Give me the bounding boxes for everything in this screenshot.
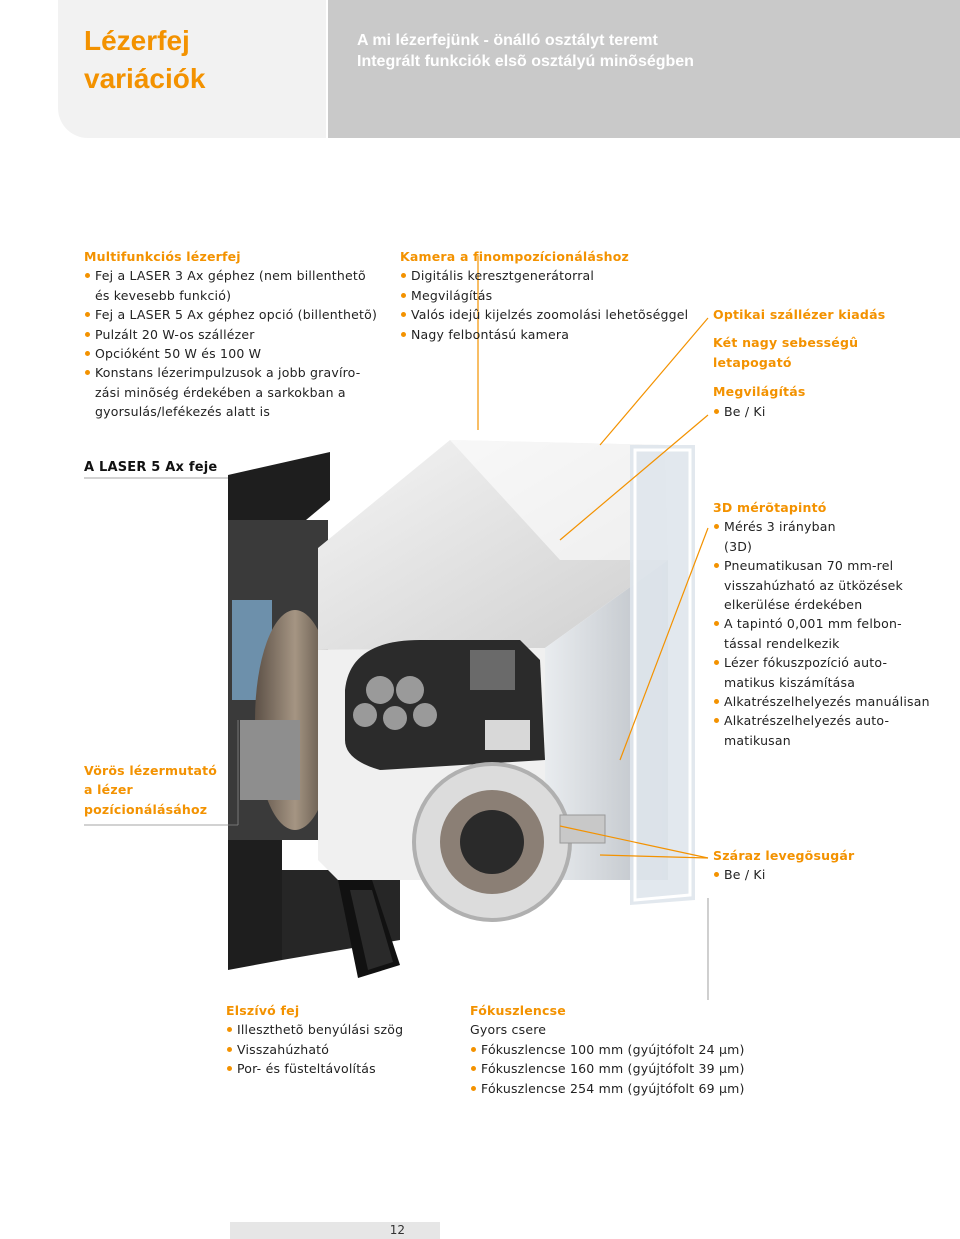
fiber-laser-block [713, 305, 885, 421]
subtitle-line-1: A mi lézerfejünk - önálló osztályt teremt [357, 32, 658, 49]
probe-line: matikusan [724, 732, 791, 748]
multifunction-line: Fej a LASER 3 Ax géphez (nem billenthetõ [84, 266, 377, 285]
page-number: 12 [389, 1223, 405, 1237]
lighting-item: Be / Ki [713, 402, 885, 421]
extraction-item: Visszahúzható [226, 1040, 403, 1059]
probe-line: A tapintó 0,001 mm felbon- [713, 614, 930, 633]
extraction-block [226, 1001, 403, 1079]
focus-intro: Gyors csere [470, 1022, 547, 1038]
probe-line: matikus kiszámítása [724, 674, 856, 690]
focus-item: Fókuszlencse 254 mm (gyújtófolt 69 µm) [470, 1079, 745, 1098]
subtitle-line-2: Integrált funkciók elsõ osztályú minõségben [357, 53, 694, 70]
air-jet-item: Be / Ki [713, 865, 854, 884]
camera-item: Nagy felbontású kamera [400, 325, 688, 344]
air-jet-block [713, 846, 854, 885]
probe-line: Alkatrészelhelyezés manuálisan [713, 692, 930, 711]
extraction-item: Illeszthetõ benyúlási szög [226, 1020, 403, 1039]
focus-item: Fókuszlencse 100 mm (gyújtófolt 24 µm) [470, 1040, 745, 1059]
camera-heading: Kamera a finompozícionáláshoz [400, 249, 630, 264]
head-label: A LASER 5 Ax feje [84, 460, 218, 475]
red-pointer-block [84, 761, 217, 819]
multifunction-line: Pulzált 20 W-os szállézer [84, 325, 377, 344]
scanner-label-2: letapogató [713, 354, 792, 370]
probe-block [713, 498, 930, 750]
probe-line: Lézer fókuszpozíció auto- [713, 653, 930, 672]
title-line-1: Lézerfej [84, 25, 190, 56]
scanner-label-1: Két nagy sebességû [713, 335, 859, 351]
fiber-laser-label: Optikai szállézer kiadás [713, 307, 886, 322]
camera-item: Digitális keresztgenerátorral [400, 266, 688, 285]
probe-heading: 3D mérõtapintó [713, 500, 827, 515]
red-pointer-line-2: a lézer [84, 782, 133, 798]
multifunction-line: és kevesebb funkció) [95, 287, 232, 303]
focus-item: Fókuszlencse 160 mm (gyújtófolt 39 µm) [470, 1059, 745, 1078]
probe-line: visszahúzható az ütközések [724, 577, 903, 593]
extraction-item: Por- és füsteltávolítás [226, 1059, 403, 1078]
probe-line: (3D) [724, 538, 753, 554]
probe-line: tással rendelkezik [724, 635, 840, 651]
multifunction-line: Konstans lézerimpulzusok a jobb gravíro- [84, 363, 377, 382]
probe-line: elkerülése érdekében [724, 597, 863, 613]
focus-heading: Fókuszlencse [470, 1003, 566, 1018]
red-pointer-line-1: Vörös lézermutató [84, 763, 218, 778]
multifunction-line: gyorsulás/lefékezés alatt is [95, 404, 271, 420]
multifunction-block [84, 247, 377, 422]
multifunction-line: zási minõség érdekében a sarkokban a [95, 384, 346, 400]
probe-line: Pneumatikusan 70 mm-rel [713, 556, 930, 575]
focus-block [470, 1001, 745, 1098]
multifunction-line: Opcióként 50 W és 100 W [84, 344, 377, 363]
air-jet-heading: Száraz levegõsugár [713, 848, 855, 863]
camera-block [400, 247, 688, 344]
red-pointer-line-3: pozícionálásához [84, 801, 208, 817]
extraction-heading: Elszívó fej [226, 1003, 300, 1018]
probe-line: Alkatrészelhelyezés auto- [713, 711, 930, 730]
camera-item: Megvilágítás [400, 286, 688, 305]
title-line-2: variációk [84, 63, 206, 94]
probe-line: Mérés 3 irányban [713, 517, 930, 536]
lighting-heading: Megvilágítás [713, 384, 806, 400]
camera-item: Valós idejû kijelzés zoomolási lehetõséggel [400, 305, 688, 324]
multifunction-line: Fej a LASER 5 Ax géphez opció (billenthetõ) [84, 305, 377, 324]
multifunction-heading: Multifunkciós lézerfej [84, 249, 241, 264]
